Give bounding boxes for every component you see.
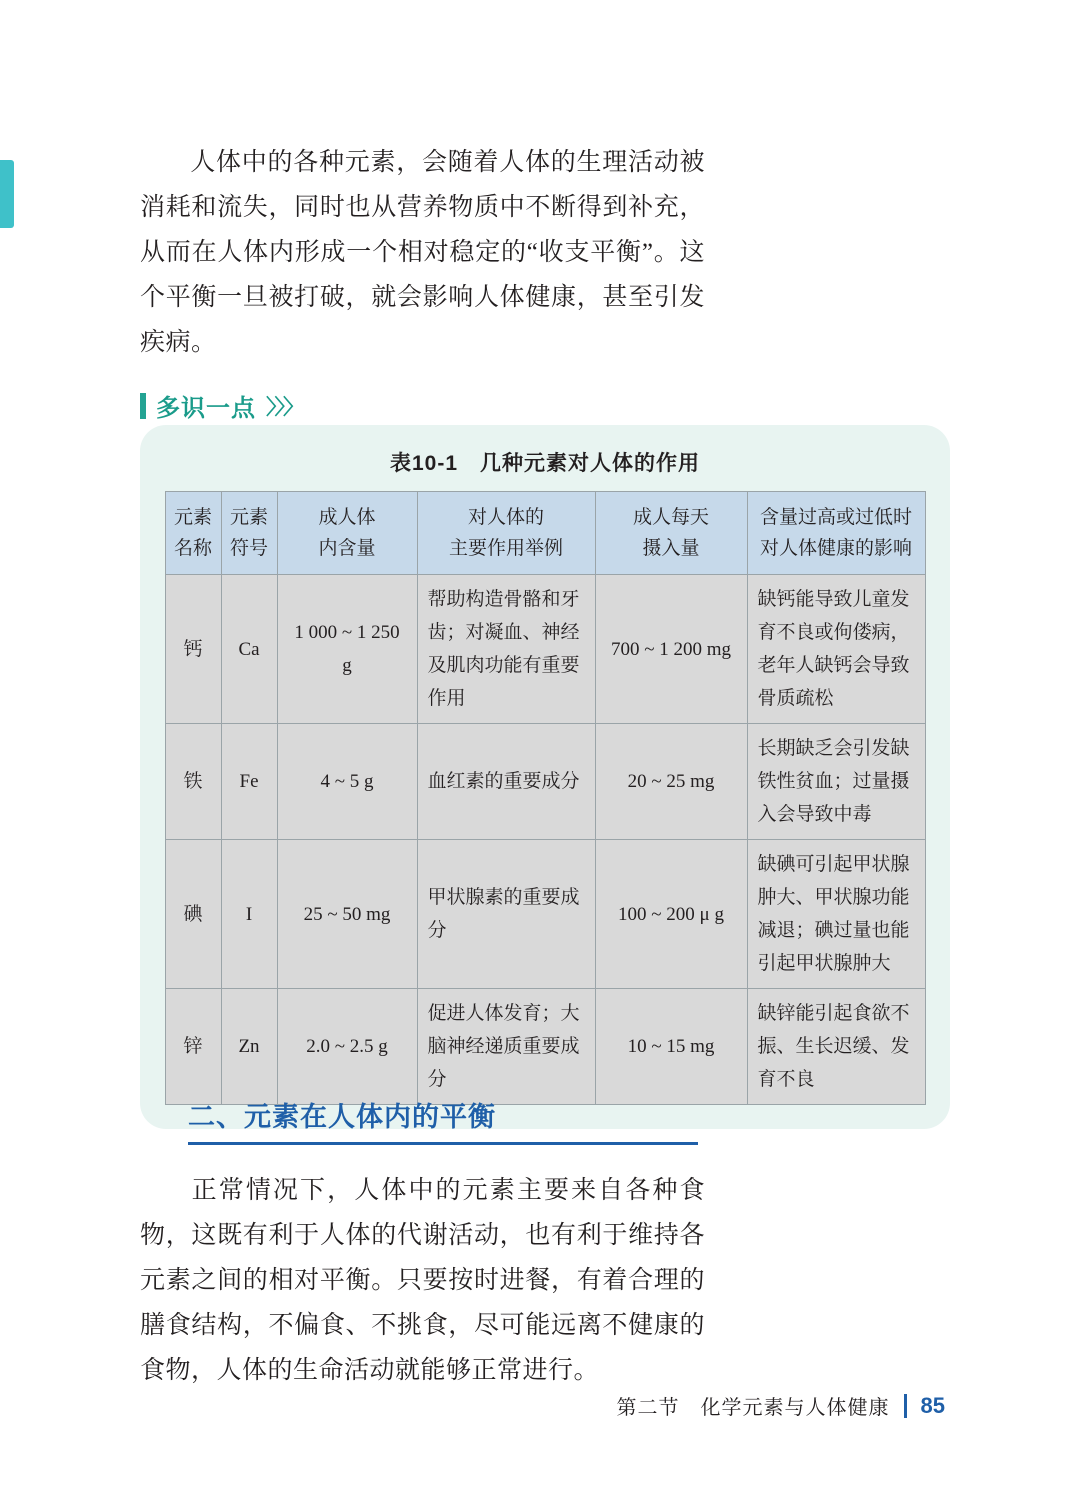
cell-body-content: 1 000 ~ 1 250 g [277, 575, 417, 724]
cell-function: 甲状腺素的重要成分 [417, 840, 595, 989]
header-line: 元素 [173, 507, 212, 528]
cell-element-symbol: Ca [221, 575, 277, 724]
header-line: 名称 [173, 538, 212, 559]
header-line: 对人体健康的影响 [759, 538, 912, 559]
cell-body-content: 2.0 ~ 2.5 g [277, 989, 417, 1105]
closing-paragraph-text: 正常情况下，人体中的元素主要来自各种食物，这既有利于人体的代谢活动，也有利于维持各元素之间的相对平衡。只要按时进餐，有着合理的膳食结构，不偏食、不挑食，尽可能远离不健康的食物，人体的生命活动就能够正常进行。 [140, 1177, 705, 1384]
cell-body-content: 25 ~ 50 mg [277, 840, 417, 989]
header-line: 成人体 [318, 507, 376, 528]
cell-health-effect: 缺钙能导致儿童发育不良或佝偻病，老年人缺钙会导致骨质疏松 [747, 575, 925, 724]
table-row [165, 575, 925, 724]
more-info-title: 多识一点 [156, 395, 256, 422]
cell-health-effect: 长期缺乏会引发缺铁性贫血；过量摄入会导致中毒 [747, 724, 925, 840]
intro-block [140, 140, 705, 365]
table-header-cell-2 [221, 492, 277, 575]
cell-element-symbol: Fe [221, 724, 277, 840]
cell-element-name: 碘 [165, 840, 221, 989]
section-heading-rule [188, 1142, 698, 1145]
cell-health-effect: 缺锌能引起食欲不振、生长迟缓、发育不良 [747, 989, 925, 1105]
cell-daily-intake: 700 ~ 1 200 mg [595, 575, 747, 724]
table-header-cell-6 [747, 492, 925, 575]
header-line: 摄入量 [642, 538, 700, 559]
cell-element-name: 钙 [165, 575, 221, 724]
cell-daily-intake: 100 ~ 200 μ g [595, 840, 747, 989]
cell-function: 帮助构造骨骼和牙齿；对凝血、神经及肌肉功能有重要作用 [417, 575, 595, 724]
header-line: 内含量 [318, 538, 376, 559]
cell-element-symbol: I [221, 840, 277, 989]
closing-block [140, 1168, 705, 1393]
header-line: 符号 [229, 538, 268, 559]
header-line: 对人体的 [467, 507, 544, 528]
table-row [165, 840, 925, 989]
page-edge-tab [0, 160, 14, 228]
cell-element-symbol: Zn [221, 989, 277, 1105]
table-header-cell-3 [277, 492, 417, 575]
heading-accent-bar [140, 393, 146, 419]
cell-health-effect: 缺碘可引起甲状腺肿大、甲状腺功能减退；碘过量也能引起甲状腺肿大 [747, 840, 925, 989]
cell-daily-intake: 10 ~ 15 mg [595, 989, 747, 1105]
cell-body-content: 4 ~ 5 g [277, 724, 417, 840]
cell-element-name: 锌 [165, 989, 221, 1105]
chevron-right-icon: 〉〉〉 [266, 395, 302, 419]
table-row [165, 724, 925, 840]
intro-paragraph-text: 人体中的各种元素，会随着人体的生理活动被消耗和流失，同时也从营养物质中不断得到补充，从而在人体内形成一个相对稳定的“收支平衡”。这个平衡一旦被打破，就会影响人体健康，甚至引发疾病。 [140, 149, 705, 356]
header-line: 成人每天 [632, 507, 709, 528]
table-caption: 表10-1 几种元素对人体的作用 [389, 452, 701, 475]
cell-function: 血红素的重要成分 [417, 724, 595, 840]
table-header-cell-4 [417, 492, 595, 575]
table-header-cell-1 [165, 492, 221, 575]
cell-daily-intake: 20 ~ 25 mg [595, 724, 747, 840]
page-footer [617, 1391, 945, 1420]
table-header-row [165, 492, 925, 575]
table-header-cell-5 [595, 492, 747, 575]
page-number: 85 [920, 1392, 945, 1418]
footer-divider [904, 1394, 907, 1418]
section-heading-block [188, 1095, 708, 1145]
header-line: 含量过高或过低时 [759, 507, 912, 528]
section-heading-title: 二、元素在人体内的平衡 [188, 1102, 496, 1132]
closing-paragraph [140, 1168, 705, 1393]
footer-section-label: 第二节 化学元素与人体健康 [616, 1397, 890, 1419]
intro-paragraph [140, 140, 705, 365]
header-line: 元素 [229, 507, 268, 528]
more-info-heading [140, 388, 302, 423]
cell-element-name: 铁 [165, 724, 221, 840]
table-row [165, 989, 925, 1105]
table-panel [140, 425, 950, 1129]
header-line: 主要作用举例 [448, 538, 563, 559]
elements-table [165, 491, 926, 1105]
cell-function: 促进人体发育；大脑神经递质重要成分 [417, 989, 595, 1105]
